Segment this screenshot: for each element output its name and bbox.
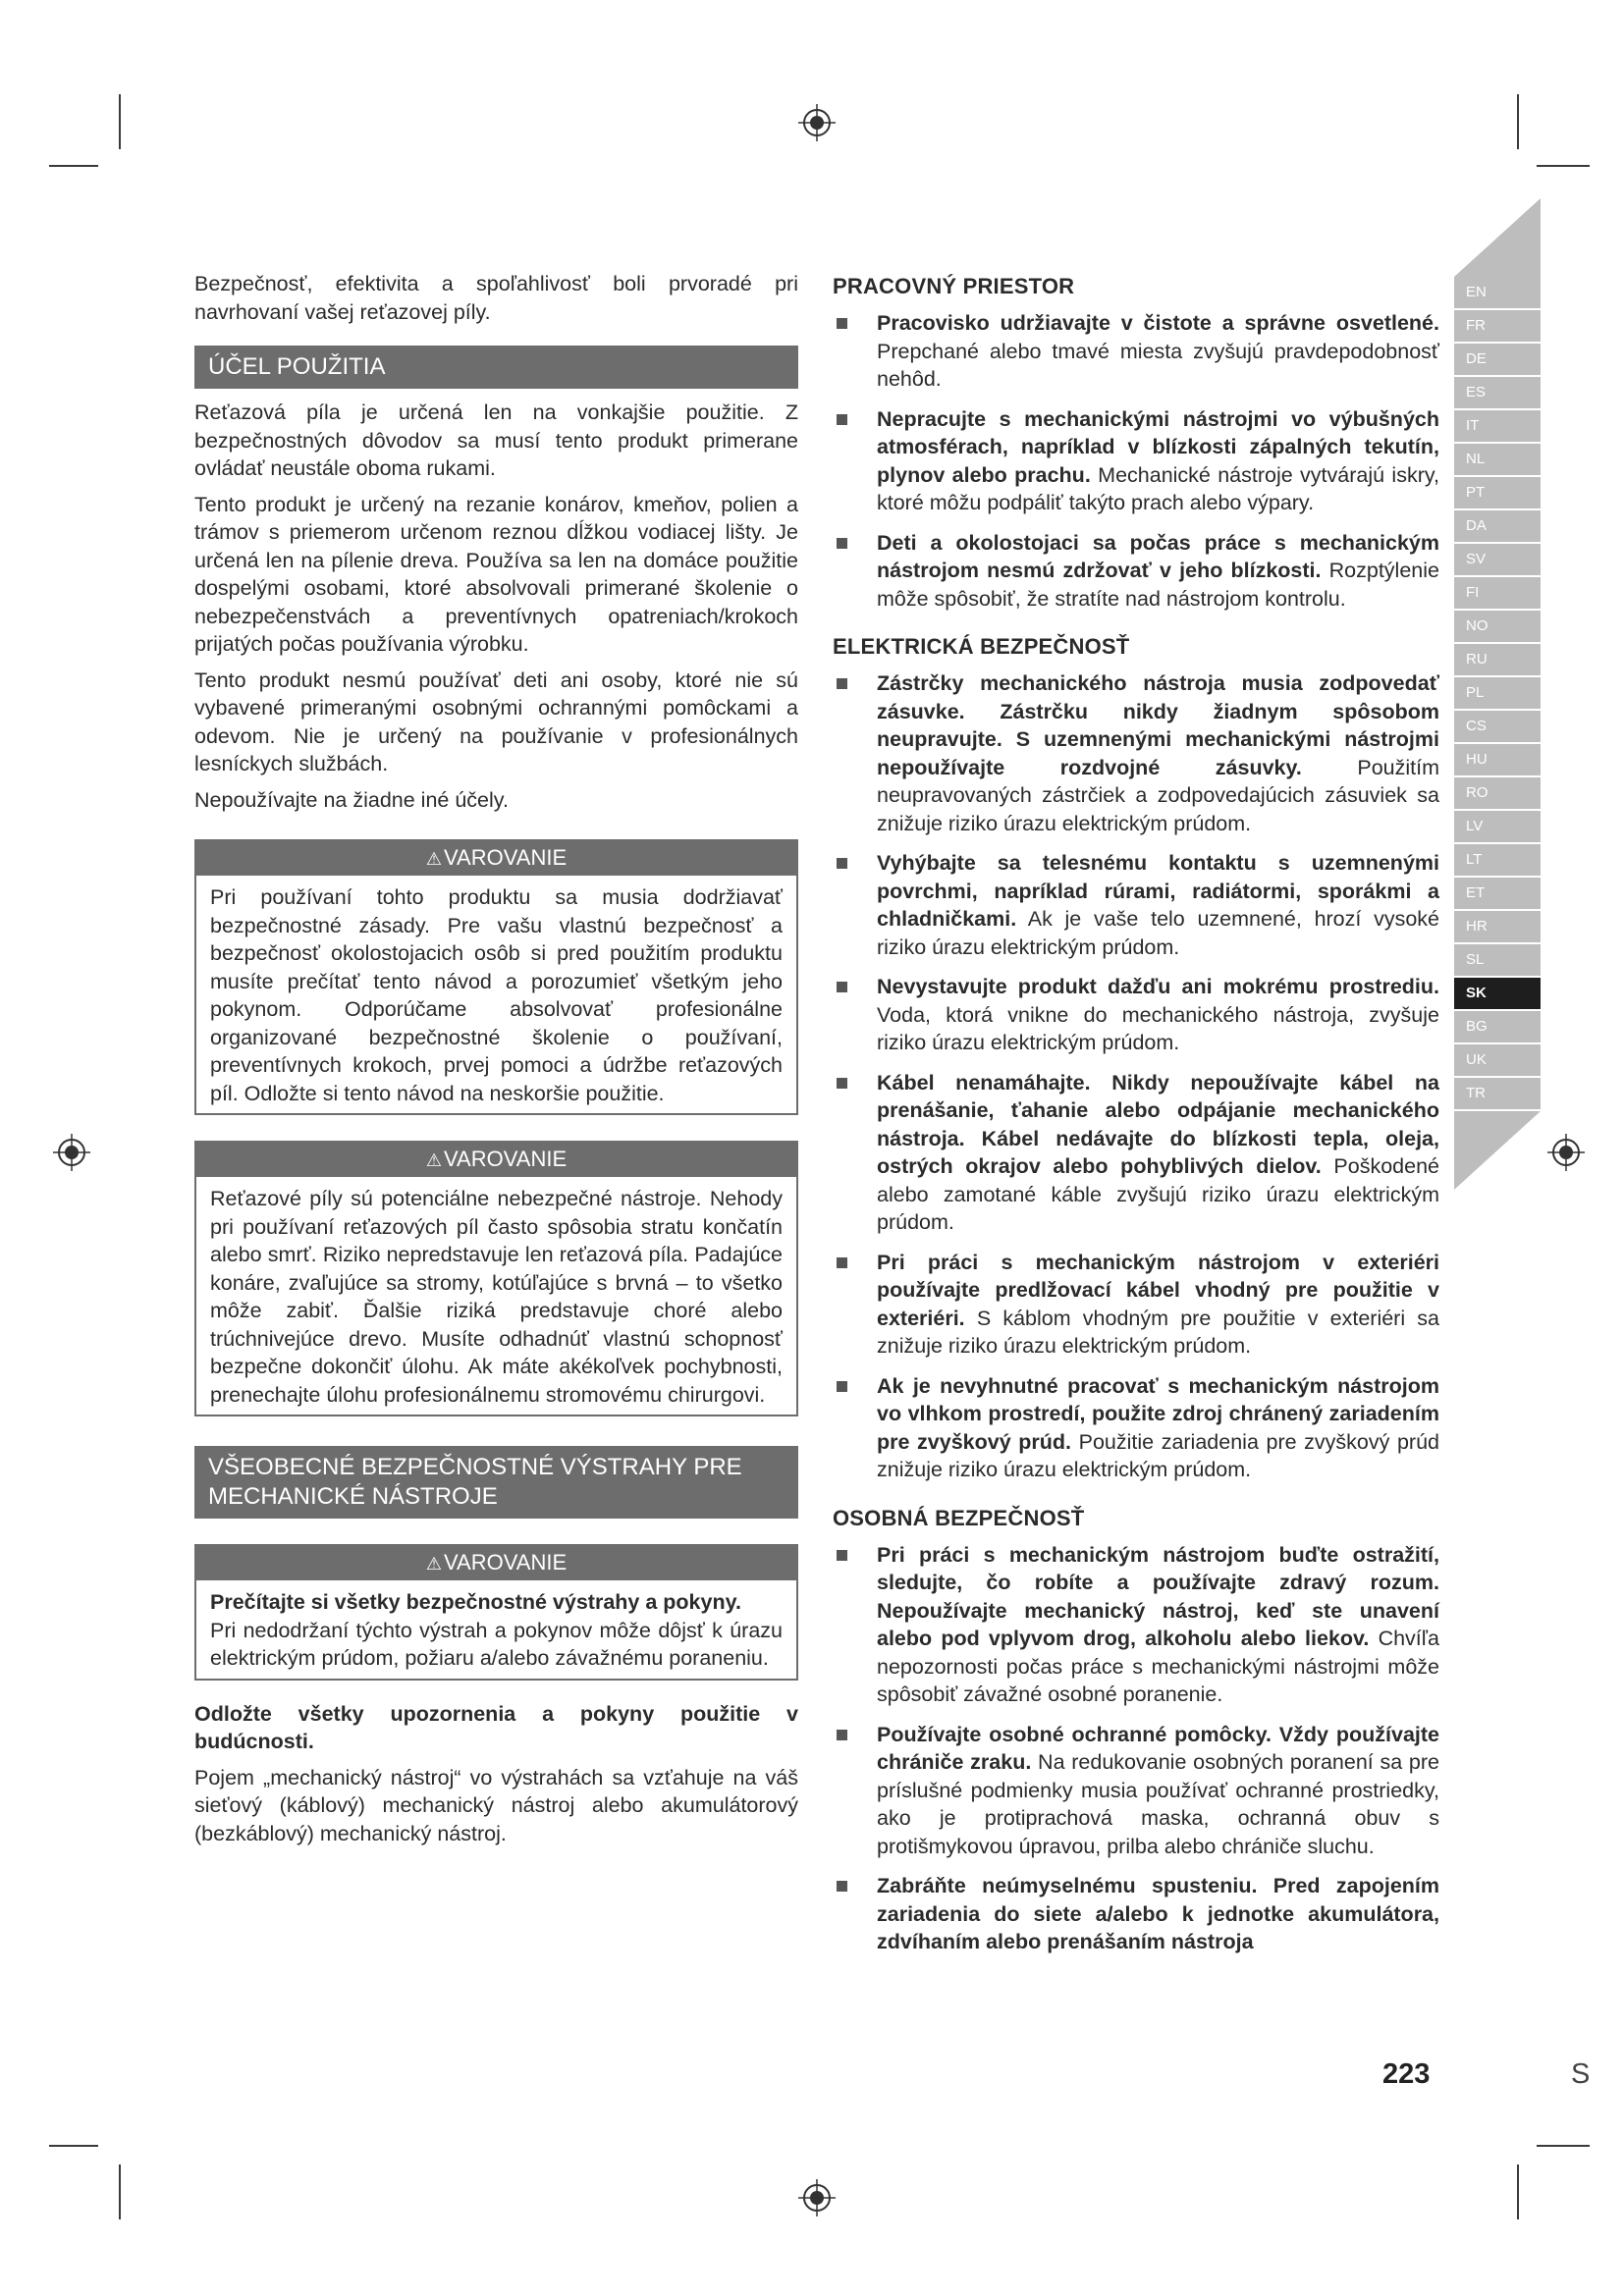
list-item: Pri práci s mechanickým nástrojom buďte ostražití, sledujte, čo robíte a používajte zdravý rozum. Nepoužívajte mechanický nástroj, keď ste unavení alebo pod vplyvom drog, alkoholu alebo liekov. Chvíľa nepozornosti počas práce s mechanickými nástrojmi môže spôsobiť závažné osobné poranenie. <box>833 1541 1439 1709</box>
warning-text: Reťazové píly sú potenciálne nebezpečné nástroje. Nehody pri používaní reťazových píl často spôsobia stratu končatín alebo smrť. Riziko nepredstavuje len reťazová píla. Padajúce konáre, zvaľujúce sa stromy, kotúľajúce s brvná – to všetko môže zabiť. Ďalšie riziká predstavuje choré alebo trúchnivejúce drevo. Musíte odhadnúť vlastnú schopnosť bezpečne dokončiť úlohu. Ak máte akékoľvek pochybnosti, prenechajte úlohu profesionálnemu stromovému chirurgovi. <box>210 1187 783 1407</box>
language-tab-cs[interactable]: CS <box>1454 711 1541 744</box>
crop-mark <box>49 165 98 167</box>
bullet-icon <box>837 982 847 992</box>
crop-mark <box>1517 94 1519 149</box>
language-tab-hr[interactable]: HR <box>1454 911 1541 944</box>
list-item: Zabráňte neúmyselnému spusteniu. Pred zapojením zariadenia do siete a/alebo k jednotke akumulátora, zdvíhaním alebo prenášaním nástroja <box>833 1872 1439 1956</box>
bullet-icon <box>837 1257 847 1268</box>
right-column <box>833 270 1439 1968</box>
warning-title: VAROVANIE <box>444 1550 568 1575</box>
language-tab-sk[interactable]: SK <box>1454 978 1541 1011</box>
list-item: Používajte osobné ochranné pomôcky. Vždy používajte chrániče zraku. Na redukovanie osobných poranení sa pre príslušné podmienky musia používať ochranné prostriedky, ako je protiprachová maska, ochranná obuv s protišmykovou úpravou, prilba alebo chrániče sluchu. <box>833 1721 1439 1861</box>
language-tab-tr[interactable]: TR <box>1454 1078 1541 1111</box>
warning-header <box>196 1546 796 1580</box>
keep-instructions-text: Odložte všetky upozornenia a pokyny použitie v budúcnosti. <box>194 1701 798 1753</box>
language-tab-lv[interactable]: LV <box>1454 811 1541 844</box>
bullet-icon <box>837 1881 847 1892</box>
bullet-icon <box>837 414 847 425</box>
language-tab-sl[interactable]: SL <box>1454 944 1541 978</box>
general-warnings-heading: VŠEOBECNÉ BEZPEČNOSTNÉ VÝSTRAHY PRE MECHANICKÉ NÁSTROJE <box>194 1446 798 1519</box>
language-tab-fi[interactable]: FI <box>1454 577 1541 611</box>
language-tab-pl[interactable]: PL <box>1454 677 1541 711</box>
warning-header <box>196 841 796 876</box>
language-tab-nl[interactable]: NL <box>1454 444 1541 477</box>
language-tab-es[interactable]: ES <box>1454 377 1541 410</box>
bullet-icon <box>837 1078 847 1089</box>
list-item: Pri práci s mechanickým nástrojom v exteriéri používajte predlžovací kábel vhodný pre použitie v exteriéri. S káblom vhodným pre použitie v exteriéri sa znižuje riziko úrazu elektrickým prúdom. <box>833 1249 1439 1361</box>
registration-mark-icon <box>796 102 838 143</box>
language-tab-da[interactable]: DA <box>1454 510 1541 544</box>
language-tab-hu[interactable]: HU <box>1454 744 1541 777</box>
list-item: Ak je nevyhnutné pracovať s mechanickým nástrojom vo vlhkom prostredí, použite zdroj chránený zariadením pre zvyškový prúd. Použitie zariadenia pre zvyškový prúd znižuje riziko úrazu elektrickým prúdom. <box>833 1372 1439 1484</box>
registration-mark-icon <box>51 1132 92 1173</box>
warning-triangle-icon: ⚠ <box>425 849 443 869</box>
bullet-icon <box>837 538 847 549</box>
crop-mark <box>1517 2164 1519 2219</box>
purpose-paragraph: Tento produkt nesmú používať deti ani osoby, ktoré nie sú vybavené primeranými osobnými ochrannými pomôckami a odevom. Nie je určený na používanie v profesionálnych lesníckych službách. <box>194 667 798 775</box>
tab-panel-top-corner <box>1454 198 1541 277</box>
language-tab-en[interactable]: EN <box>1454 277 1541 310</box>
list-item: Pracovisko udržiavajte v čistote a správne osvetlené. Prepchané alebo tmavé miesta zvyšujú pravdepodobnosť nehôd. <box>833 309 1439 394</box>
intro-text: Bezpečnosť, efektivita a spoľahlivosť boli prvoradé pri navrhovaní vašej reťazovej píly. <box>194 272 798 324</box>
warning-title: VAROVANIE <box>444 845 568 870</box>
page-number: 223 <box>1382 2058 1431 2090</box>
warning-header <box>196 1143 796 1177</box>
language-tab-fr[interactable]: FR <box>1454 310 1541 344</box>
language-tab-uk[interactable]: UK <box>1454 1044 1541 1078</box>
registration-mark-icon <box>1545 1132 1587 1173</box>
purpose-heading: ÚČEL POUŽITIA <box>194 346 798 389</box>
language-tab-lt[interactable]: LT <box>1454 844 1541 878</box>
registration-mark-icon <box>796 2177 838 2218</box>
language-tab-it[interactable]: IT <box>1454 410 1541 444</box>
term-definition-text: Pojem „mechanický nástroj“ vo výstrahách sa vzťahuje na váš sieťový (káblový) mechanický nástroj alebo akumulátorový (bezkáblový) mechanický nástroj. <box>194 1765 798 1845</box>
warning-text: Pri používaní tohto produktu sa musia dodržiavať bezpečnostné zásady. Pre vašu vlastnú bezpečnosť a bezpečnosť okolostojacich osôb si pred použitím produktu musíte prečítať tento návod a porozumieť všetkým jeho pokynom. Odporúčame absolvovať profesionálne organizované bezpečnostné školenie o používaní, preventívnych krokoch, prvej pomoci a údržbe reťazových píl. Odložte si tento návod na neskoršie použitie. <box>210 885 783 1105</box>
work-area-heading: PRACOVNÝ PRIESTOR <box>833 274 1075 298</box>
crop-mark <box>119 94 121 149</box>
bullet-icon <box>837 318 847 329</box>
warning-box <box>194 1141 798 1416</box>
language-tab-ru[interactable]: RU <box>1454 644 1541 677</box>
list-item: Nevystavujte produkt dažďu ani mokrému prostrediu. Voda, ktorá vnikne do mechanického nástroja, zvyšuje riziko úrazu elektrickým prúdom. <box>833 973 1439 1057</box>
electrical-safety-heading: ELEKTRICKÁ BEZPEČNOSŤ <box>833 634 1130 659</box>
language-tabs <box>1454 277 1541 1111</box>
language-tab-de[interactable]: DE <box>1454 344 1541 377</box>
bullet-icon <box>837 1381 847 1392</box>
language-tab-et[interactable]: ET <box>1454 878 1541 911</box>
tab-panel-bottom-corner <box>1454 1111 1541 1190</box>
bullet-icon <box>837 858 847 869</box>
bullet-icon <box>837 1730 847 1740</box>
purpose-paragraph: Nepoužívajte na žiadne iné účely. <box>194 787 509 812</box>
list-item: Kábel nenamáhajte. Nikdy nepoužívajte kábel na prenášanie, ťahanie alebo odpájanie mechanického nástroja. Kábel nedávajte do blízkosti tepla, oleja, ostrých okrajov alebo pohyblivých dielov. Poškodené alebo zamotané káble zvyšujú riziko úrazu elektrickým prúdom. <box>833 1069 1439 1237</box>
warning-title: VAROVANIE <box>444 1147 568 1171</box>
language-tab-no[interactable]: NO <box>1454 611 1541 644</box>
list-item: Deti a okolostojaci sa počas práce s mechanickým nástrojom nesmú zdržovať v jeho blízkosti. Rozptýlenie môže spôsobiť, že stratíte nad nástrojom kontrolu. <box>833 529 1439 614</box>
bullet-icon <box>837 678 847 689</box>
language-tab-sv[interactable]: SV <box>1454 544 1541 577</box>
language-tab-ro[interactable]: RO <box>1454 777 1541 811</box>
warning-bold-text: Prečítajte si všetky bezpečnostné výstrahy a pokyny. <box>210 1590 741 1614</box>
crop-mark <box>1537 165 1590 167</box>
language-tab-bg[interactable]: BG <box>1454 1011 1541 1044</box>
list-item: Nepracujte s mechanickými nástrojmi vo výbušných atmosférach, napríklad v blízkosti zápalných tekutín, plynov alebo prachu. Mechanické nástroje vytvárajú iskry, ktoré môžu podpáliť takýto prach alebo výpary. <box>833 405 1439 517</box>
crop-mark <box>119 2164 121 2219</box>
warning-box <box>194 839 798 1115</box>
list-item: Vyhýbajte sa telesnému kontaktu s uzemnenými povrchmi, napríklad rúrami, radiátormi, sporákmi a chladničkami. Ak je vaše telo uzemnené, hrozí vysoké riziko úrazu elektrickým prúdom. <box>833 849 1439 961</box>
language-tab-pt[interactable]: PT <box>1454 477 1541 510</box>
purpose-paragraph: Reťazová píla je určená len na vonkajšie použitie. Z bezpečnostných dôvodov sa musí tento produkt primerane ovládať neustále oboma rukami. <box>194 400 798 480</box>
purpose-paragraph: Tento produkt je určený na rezanie konárov, kmeňov, polien a trámov s priemerom určenom reznou dĺžkou vodiacej lišty. Je určená len na pílenie dreva. Používa sa len na domáce použitie dospelými osobami, ktoré absolvovali primerané školenie o nebezpečenstvách a preventívnych opatreniach/krokoch prijatých počas používania výrobku. <box>194 492 798 656</box>
crop-mark <box>49 2145 98 2147</box>
list-item: Zástrčky mechanického nástroja musia zodpovedať zásuvke. Zástrčku nikdy žiadnym spôsobom neupravujte. S uzemnenými mechanickými nástrojmi nepoužívajte rozdvojné zásuvky. Použitím neupravovaných zástrčiek a zodpovedajúcich zásuviek sa znižuje riziko úrazu elektrickým prúdom. <box>833 669 1439 837</box>
warning-text: Pri nedodržaní týchto výstrah a pokynov môže dôjsť k úrazu elektrickým prúdom, požiaru a/alebo závažnému poraneniu. <box>210 1618 783 1670</box>
left-column <box>194 270 798 1855</box>
personal-safety-heading: OSOBNÁ BEZPEČNOSŤ <box>833 1505 1085 1530</box>
edge-character: S <box>1571 2058 1591 2090</box>
warning-box <box>194 1544 798 1681</box>
warning-triangle-icon: ⚠ <box>425 1150 443 1170</box>
warning-triangle-icon: ⚠ <box>425 1554 443 1574</box>
bullet-icon <box>837 1550 847 1561</box>
crop-mark <box>1537 2145 1590 2147</box>
